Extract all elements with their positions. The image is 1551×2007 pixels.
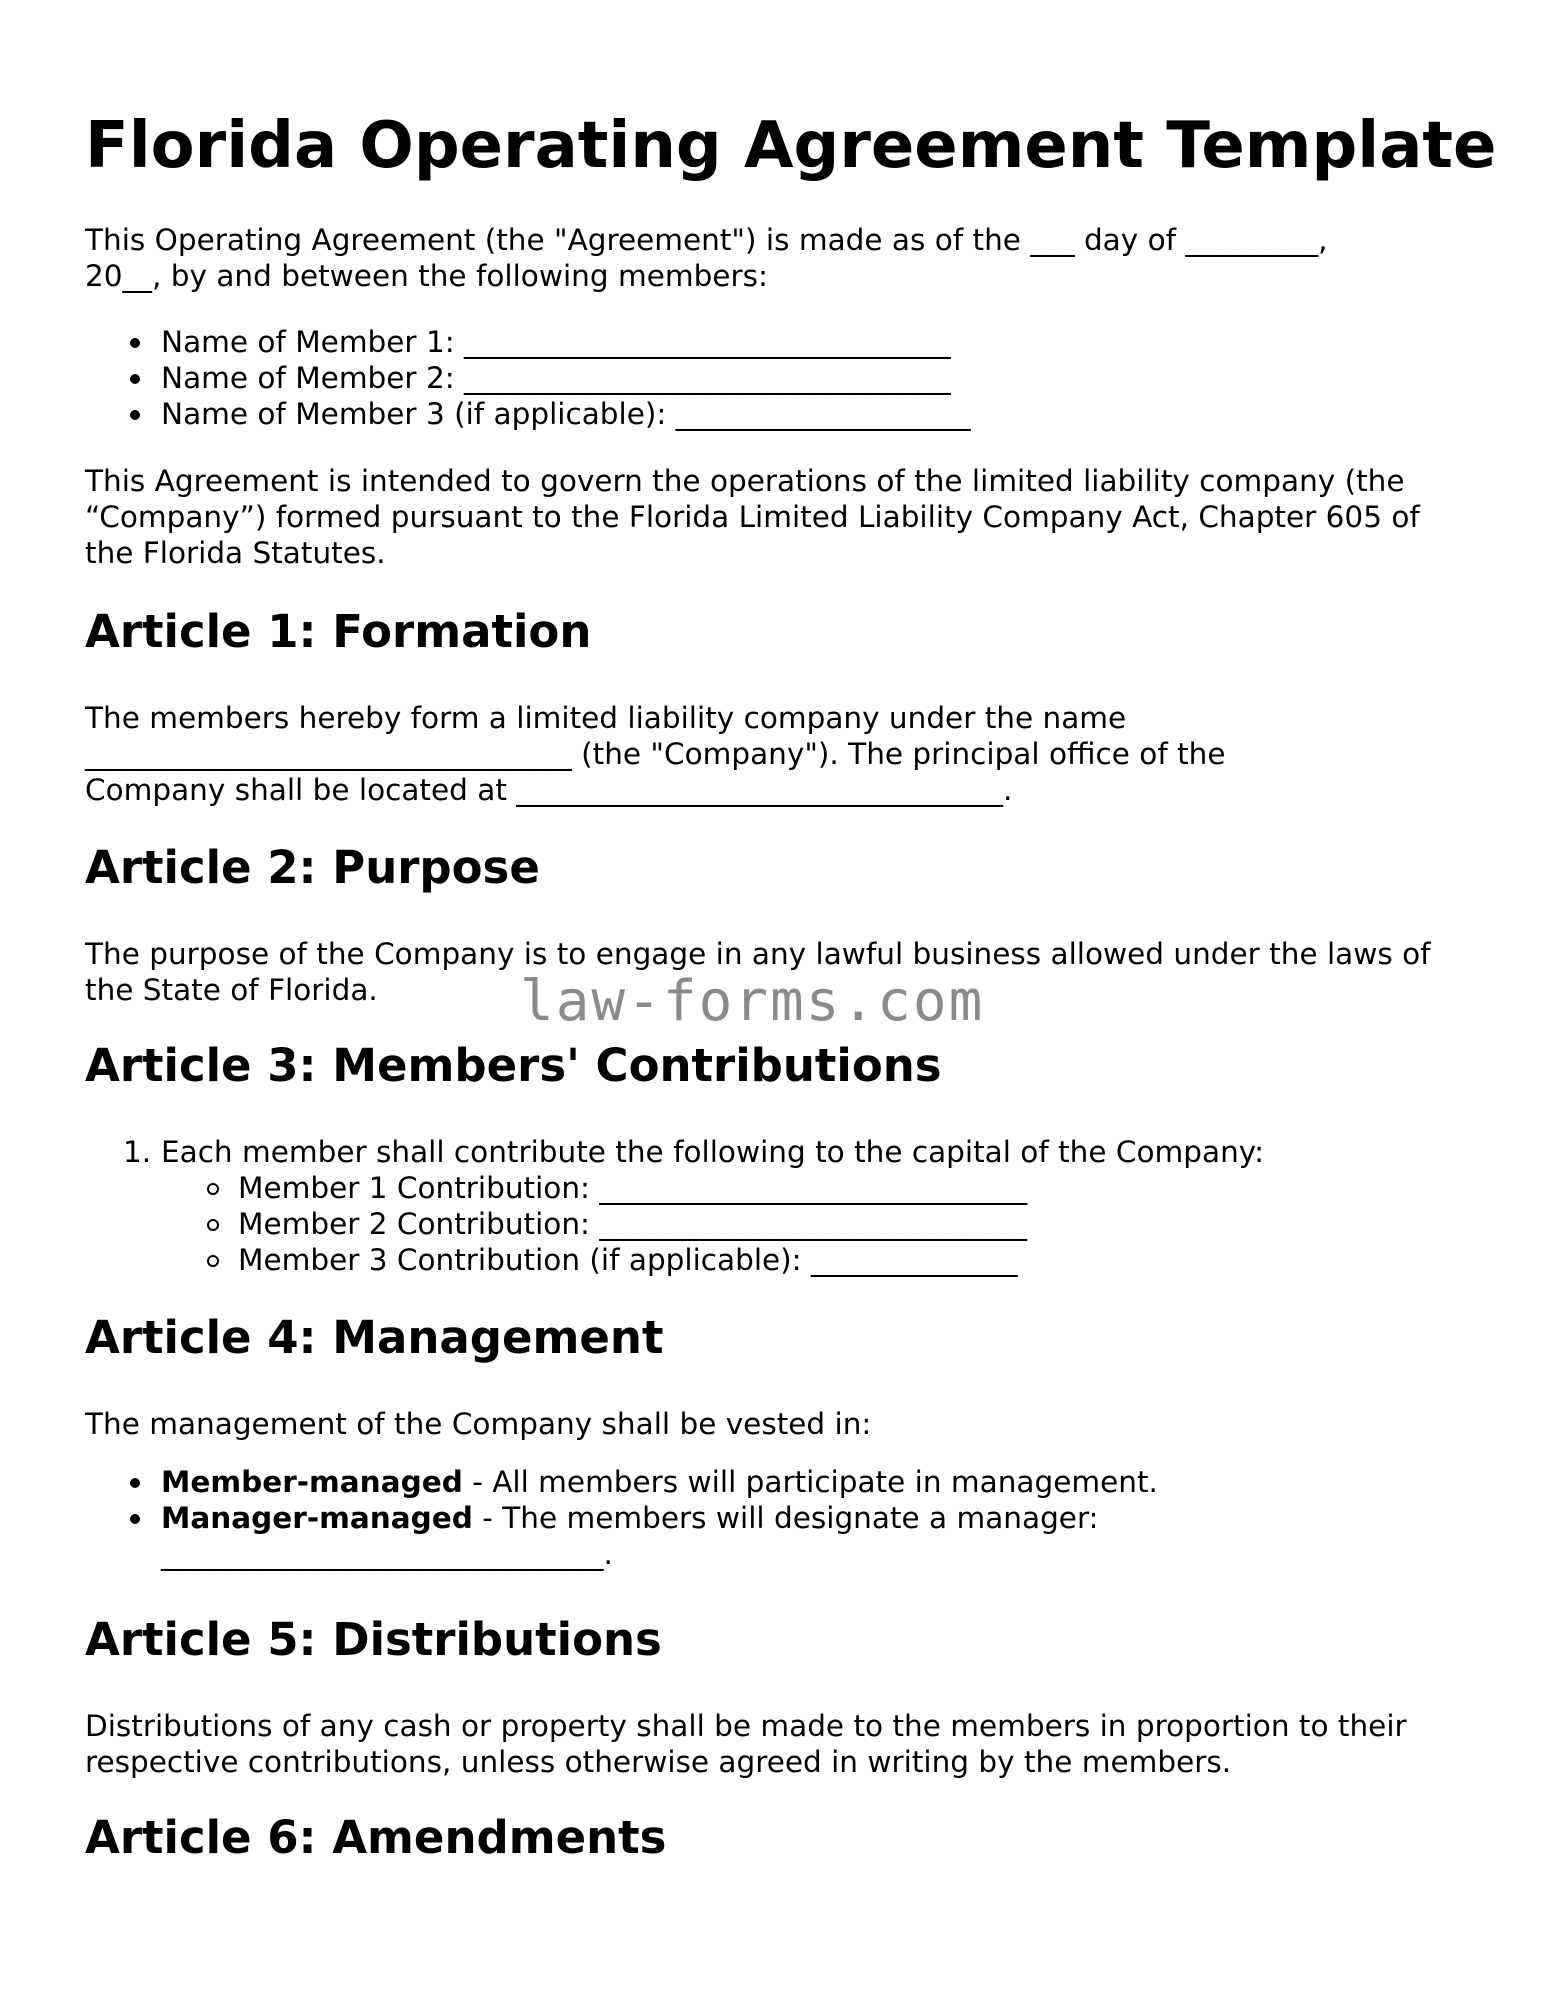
govern-line-2: “Company”) formed pursuant to the Florida Limited Liability Company Act, Chapter 605 of: [85, 500, 1420, 534]
option-label: Member-managed: [161, 1465, 463, 1499]
option-text: - The members will designate a manager:: [472, 1501, 1099, 1535]
article-1-paragraph: [85, 700, 1485, 808]
article-1-line-2: _________________________________ (the "Company"). The principal office of the: [85, 737, 1226, 771]
article-5-line-2: respective contributions, unless otherwise agreed in writing by the members.: [85, 1745, 1232, 1779]
contributions-sublist: [85, 1170, 1027, 1278]
members-list: [85, 324, 971, 432]
list-item: [85, 1134, 1264, 1170]
list-item: Name of Member 3 (if applicable): ____________________: [85, 396, 971, 432]
list-item: [85, 1500, 1158, 1572]
article-5-line-1: Distributions of any cash or property shall be made to the members in proportion to their: [85, 1709, 1407, 1743]
article-3-heading: Article 3: Members' Contributions: [85, 1039, 942, 1092]
management-options-list: [85, 1464, 1158, 1572]
contributions-list: [85, 1134, 1264, 1170]
article-5-heading: Article 5: Distributions: [85, 1613, 662, 1666]
intro-paragraph: [85, 222, 1485, 294]
article-1-heading: Article 1: Formation: [85, 605, 592, 658]
article-4-intro: The management of the Company shall be vested in:: [85, 1407, 872, 1441]
option-text: - All members will participate in management.: [462, 1465, 1158, 1499]
article-2-heading: Article 2: Purpose: [85, 841, 540, 894]
article-2-line-1: The purpose of the Company is to engage in any lawful business allowed under the laws of: [85, 937, 1431, 971]
intro-line-2: 20__, by and between the following members:: [85, 259, 768, 293]
list-item: Name of Member 2: _________________________________: [85, 360, 971, 396]
list-number: 1.: [123, 1135, 152, 1169]
article-1-line-3: Company shall be located at _________________________________.: [85, 773, 1013, 807]
manager-blank: ______________________________.: [161, 1537, 613, 1571]
govern-line-1: This Agreement is intended to govern the operations of the limited liability company (the: [85, 464, 1405, 498]
article-6-heading: Article 6: Amendments: [85, 1811, 667, 1864]
govern-paragraph: [85, 463, 1485, 571]
intro-line-1: This Operating Agreement (the "Agreement") is made as of the ___ day of _________,: [85, 223, 1328, 257]
list-item: Member 1 Contribution: _____________________________: [85, 1170, 1027, 1206]
list-item: Name of Member 1: _________________________________: [85, 324, 971, 360]
page-title: Florida Operating Agreement Template: [85, 109, 1497, 183]
article-4-heading: Article 4: Management: [85, 1311, 664, 1364]
watermark-text: law-forms.com: [520, 969, 985, 1034]
list-item: Member 3 Contribution (if applicable): ______________: [85, 1242, 1027, 1278]
list-item: [85, 1464, 1158, 1500]
option-label: Manager-managed: [161, 1501, 473, 1535]
govern-line-3: the Florida Statutes.: [85, 536, 386, 570]
article-2-line-2: the State of Florida.: [85, 973, 378, 1007]
article-1-line-1: The members hereby form a limited liability company under the name: [85, 701, 1127, 735]
list-item-text: Each member shall contribute the following to the capital of the Company:: [161, 1135, 1265, 1169]
article-5-paragraph: [85, 1708, 1485, 1780]
list-item: Member 2 Contribution: _____________________________: [85, 1206, 1027, 1242]
